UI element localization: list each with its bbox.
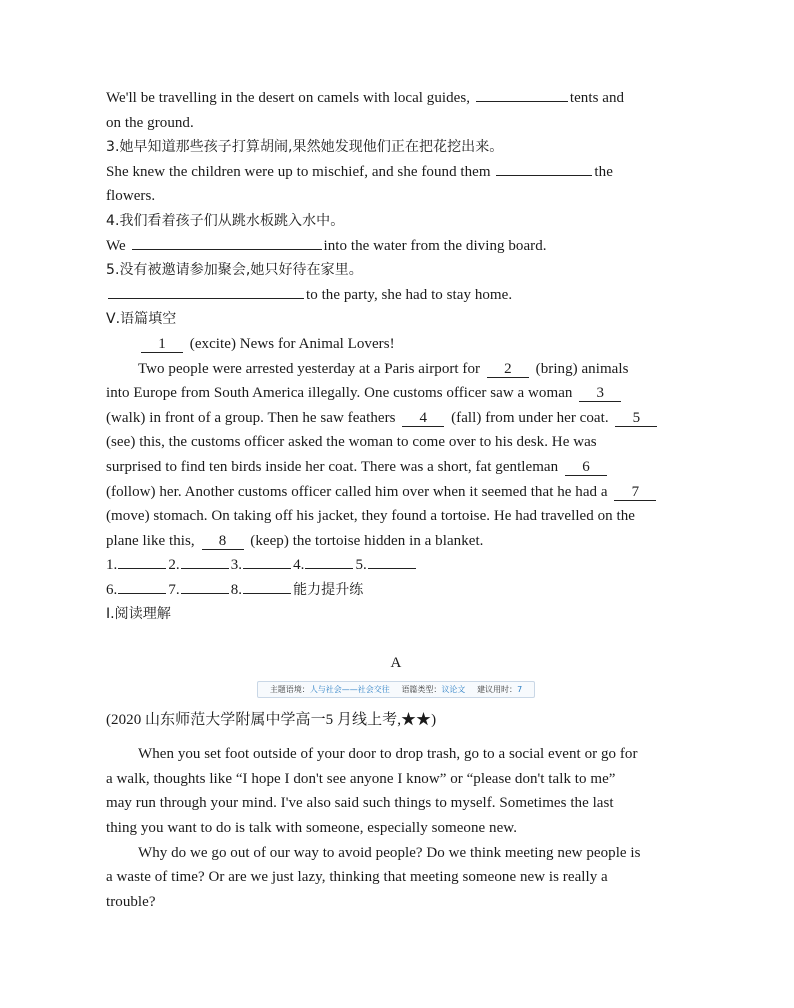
cloze-line — [106, 529, 686, 554]
passage-line: may run through your mind. I've also said such things to myself. Sometimes the last — [106, 795, 614, 812]
cloze-title — [106, 332, 686, 357]
section-1-heading: Ⅰ.阅读理解 — [106, 606, 171, 623]
sentence-line — [106, 86, 686, 111]
answer-number: 2. — [168, 557, 180, 574]
answer-blank[interactable] — [118, 554, 166, 569]
item-3-sentence-cont: flowers. — [106, 188, 156, 205]
cloze-blank[interactable]: 6 — [565, 460, 607, 476]
tag-type — [401, 684, 465, 695]
worksheet — [106, 86, 686, 914]
cloze-blank[interactable]: 8 — [202, 534, 244, 550]
passage-tag-bar — [257, 681, 535, 698]
sentence-text: We — [106, 237, 130, 254]
passage-line: a waste of time? Or are we just lazy, thinking that meeting someone new is really a — [106, 869, 608, 886]
cloze-text: (fall) from under her coat. — [447, 409, 613, 426]
sentence-text: tents and — [569, 90, 625, 106]
answer-number: 7. — [168, 581, 180, 598]
passage-line: trouble? — [106, 893, 156, 910]
cloze-blank[interactable]: 1 — [141, 337, 183, 353]
item-5-sentence — [106, 283, 686, 308]
answer-blank[interactable] — [108, 284, 304, 299]
item-4-sentence — [106, 234, 686, 259]
sentence-text: to the party, she had to stay home. — [306, 286, 513, 303]
cloze-line — [106, 504, 686, 529]
tag-value: 议论文 — [441, 684, 466, 694]
cloze-text: surprised to find ten birds inside her coat. There was a short, fat gentleman — [106, 458, 562, 475]
answer-blank[interactable] — [118, 579, 166, 594]
answer-number: 1. — [106, 557, 118, 574]
cloze-text: Two people were arrested yesterday at a Paris airport for — [138, 360, 484, 377]
sentence-text: into the water from the diving board. — [323, 237, 547, 254]
answer-blank[interactable] — [305, 554, 353, 569]
cloze-text: into Europe from South America illegally. One customs officer saw a woman — [106, 385, 577, 402]
answer-blank[interactable] — [181, 579, 229, 594]
cloze-blank[interactable]: 2 — [487, 362, 529, 378]
cloze-text: (follow) her. Another customs officer called him over when it seemed that he had a — [106, 483, 612, 500]
sentence-text: We'll be travelling in the desert on camels with local guides, — [106, 90, 474, 106]
tag-label: 主题语境： — [269, 684, 310, 694]
answer-blank[interactable] — [243, 579, 291, 594]
cloze-blank[interactable]: 7 — [614, 485, 656, 501]
item-4-prompt: 4.我们看着孩子们从跳水板跳入水中。 — [106, 212, 345, 229]
section-5-heading: Ⅴ.语篇填空 — [106, 311, 177, 328]
cloze-text: (walk) in front of a group. Then he saw feathers — [106, 409, 400, 426]
passage-source: (2020 山东师范大学附属中学高一5 月线上考,★★) — [106, 711, 437, 728]
cloze-text: plane like this, — [106, 532, 199, 549]
answer-row-2 — [106, 578, 686, 603]
cloze-text: (bring) animals — [531, 360, 629, 377]
cloze-blank[interactable]: 5 — [615, 411, 657, 427]
cloze-blank[interactable]: 4 — [402, 411, 444, 427]
answer-number: 3. — [230, 557, 243, 574]
answer-blank[interactable] — [368, 554, 416, 569]
sentence-line — [106, 111, 686, 136]
answer-number: 6. — [106, 581, 118, 598]
answer-number: 4. — [293, 557, 305, 574]
passage-line: a walk, thoughts like “I hope I don't see anyone I know” or “please don't talk to me” — [106, 770, 616, 787]
cloze-passage — [106, 357, 686, 554]
tag-label: 建议用时： — [477, 684, 518, 694]
passage-line: When you set foot outside of your door to drop trash, go to a social event or go for — [138, 746, 638, 763]
cloze-line — [106, 480, 686, 505]
cloze-text: (move) stomach. On taking off his jacket, they found a tortoise. He had travelled on the — [106, 508, 635, 525]
answer-blank[interactable] — [181, 554, 229, 569]
tag-time — [477, 684, 522, 695]
answer-blank[interactable] — [496, 161, 592, 176]
answer-blank[interactable] — [243, 554, 291, 569]
tag-context — [270, 684, 390, 695]
sentence-text: the — [594, 163, 613, 180]
item-3-prompt: 3.她早知道那些孩子打算胡闹,果然她发现他们正在把花挖出来。 — [106, 139, 504, 156]
cloze-blank[interactable]: 3 — [579, 386, 621, 402]
cloze-text: (keep) the tortoise hidden in a blanket. — [246, 532, 484, 549]
cloze-line — [106, 406, 686, 431]
cloze-title-text: (excite) News for Animal Lovers! — [186, 335, 395, 352]
passage-line: Why do we go out of our way to avoid people? Do we think meeting new people is — [138, 844, 641, 861]
next-section-title: 能力提升练 — [293, 581, 364, 598]
cloze-line — [106, 381, 686, 406]
answer-number: 8. — [230, 581, 243, 598]
cloze-line — [106, 430, 686, 455]
sentence-text: She knew the children were up to mischief, and she found them — [106, 163, 495, 180]
passage-line: thing you want to do is talk with someone, especially someone new. — [106, 820, 518, 837]
tag-label: 语篇类型： — [401, 684, 442, 694]
answer-blank[interactable] — [132, 235, 322, 250]
sentence-text: on the ground. — [106, 114, 194, 131]
reading-passage — [106, 742, 686, 914]
cloze-text: (see) this, the customs officer asked the woman to come over to his desk. He was — [106, 434, 597, 451]
answer-blank[interactable] — [476, 87, 568, 102]
item-3-sentence — [106, 160, 686, 185]
item-5-prompt: 5.没有被邀请参加聚会,她只好待在家里。 — [106, 262, 363, 279]
cloze-line — [106, 455, 686, 480]
tag-value: 7 — [517, 684, 523, 694]
answer-row-1 — [106, 553, 686, 578]
passage-label: A — [390, 655, 402, 672]
cloze-line — [106, 357, 686, 382]
tag-value: 人与社会——社会交往 — [309, 684, 390, 694]
answer-number: 5. — [355, 557, 367, 574]
